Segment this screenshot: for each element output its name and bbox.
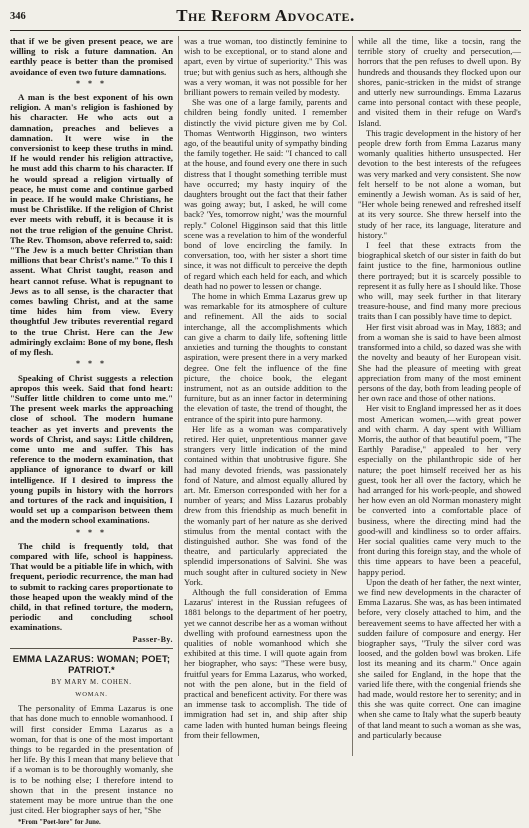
paragraph: Upon the death of her father, the next winter, we find new developments in the character of Emma Lazarus. She was, as has been intimated before, very closely attached to him, and the bereavement seems to have affected her with a sudden failure of composure and energy. Her biographer says, "Truly the silver cord was loosed, and the golden bowl was broken. Life lost its meaning and its charm." Once again she sailed for England, in the hope that the varied life there, with the congenial friends she had made, would restore her to serenity; and in this she was quite correct. One can imagine when she came to Italy what the superb beauty of that land meant to such a woman as she was, and particularly because: [358, 576, 522, 740]
paragraph: I feel that these extracts from the biographical sketch of our sister in faith do but faint justice to the fine, harmonious outline there portrayed; but it is scarcely possible to represent it as fully here as I should like. Those who will, may seek further in that literary treasure-house, and find many more precious traits than I can possibly have time to depict.: [358, 240, 521, 322]
article-columns: [10, 36, 522, 827]
paragraph: A man is the best exponent of his own religion. A man's religion is fashioned by his character. He who acts out a damnation, preaches and believes a damnation. It were wise in the conversionist to keep these truths in mind. If he would render his religion attractive, he must add this charm to his character. If he would spread a religion virtually of peace, he must come and continue garbed in peace. If he would make Christians, he must be Christlike. If the religion of Christ ever meets with rebuff, it is because it is not the true religion of the genuine Christ. The Rev. Thomson, above referred to, said: "The Jew is a much better Christian than millions that bear Christ's name." To this I assent. What Christ taught, reason and heart cannot refuse. What is repugnant to Jews as to all sense, is the character that comes bawling Christ, and at the same time hides him from view. Every thoughtful Jew tributes reverential regard to the true Christ. Here can the Jew admiringly exclaim: Bone of my bone, flesh of my flesh.: [10, 92, 173, 358]
section-heading: WOMAN.: [75, 690, 108, 698]
section-separator: * * *: [76, 527, 107, 537]
section-separator: * * *: [76, 359, 107, 369]
column-middle: [179, 36, 353, 756]
signature: Passer-By.: [132, 634, 173, 644]
paragraph: The child is frequently told, that compared with life, school is happiness. That would be a pitiable life in which, with frequent, periodic recurrence, the man had to submit to racking cares proportionate to those heaped upon the weakly mind of the child, in that refined torture, the modern, periodic and concluding school examinations.: [10, 540, 173, 633]
masthead-title: The Reform Advocate.: [176, 6, 355, 25]
divider: [10, 648, 173, 649]
paragraph: She was one of a large family, parents and children being fondly united. I remember distinctly the vivid picture given me by Col. Thomas Wentworth Higginson, two winters ago, of the beautiful unity of sympathy binding the family together. He said: "I chanced to call at the house, and found every one there in such distress that I thought something terrible must have occurred; my hasty inquiry of the daughters brought out the fact that their father was going away; but, I asked, he will come back? 'Yes, tomorrow night,' was the mournful reply." Colonel Higginson said that this little scene was a revelation to him of the wonderful bond of love encircling the family. In conversation, too, with her sister a short time since, it was not difficult to perceive the depth of regard which each held for each, and which death had no power to lessen or change.: [184, 97, 347, 291]
paragraph: Speaking of Christ suggests a relection apropos this week. Said that fond heart: "Suffer little children to come unto me." The present week marks the approaching close of school. The modern humane teacher as yet inverts and prevents the words of Christ, and says: Little children, come unto me and suffer. This has reference to the modern examination, that appliance of ignorance to dwarf or kill intelligence. If I desired to impress the young pupils in history with the horrors and tortures of the rack and inquisition, I would set up a comparison between them and the modern school examinations.: [10, 372, 173, 526]
paragraph: Her life as a woman was comparatively retired. Her quiet, unpretentious manner gave strangers very little indication of the mind contained within that unobtrusive figure. She had many devoted friends, was passionately fond of Nature, and almost equally allured by art. Mr. Emerson corresponded with her for a number of years; and Miss Lazarus probably drew from this friendship as much benefit in the womanly part of her nature as she derived stimulus from the mental contact with the distinguished author. She was fond of the theatre, and particularly appreciated the splendid impersonations of Salvini. She was much sought after in cultured society in New York.: [184, 423, 347, 587]
paragraph: while all the time, like a tocsin, rang the terrible story of cruelty and persecution,—horrors that the pen refuses to dwell upon. By hundreds and thousands they flocked upon our shores, panic-stricken in the midst of strange and utterly new surroundings. Emma Lazarus came into personal contact with these people, and visited them in their refuge on Ward's Island.: [358, 36, 521, 128]
paragraph: Her visit to England impressed her as it does most American women,—with great power and with charm. A day spent with William Morris, the author of that beautiful poem, "The Earthly Paradise," appealed to her very especially on the philanthropic side of her nature; the poet himself received her as his guest, took her all over the factory, which he had arranged for his work-people, and showed her how even an old Norman monastery might be converted into a comfortable place of business, where the directing mind had the good-will and kindliness so to order affairs. Her social qualities came very much to the front during this foreign stay, and the whole of this time appears to have been a peaceful, happy period.: [358, 403, 521, 577]
page-header: [10, 4, 521, 31]
paragraph: that if we be given present peace, we are willing to risk a future damnation. An earthly peace is better than the promised avoidance of even two future damnations.: [10, 36, 173, 77]
byline: BY MARY M. COHEN.: [51, 678, 132, 686]
section-separator: * * *: [76, 78, 107, 88]
paragraph: The personality of Emma Lazarus is one that has done much to ennoble womanhood. I will first consider Emma Lazarus as a woman, for that is one of the most important things to be regarded in the presentation of her life. By this I mean that many believe that if a woman is to be thoroughly womanly, she is to be nothing else; I therefore intend to shown that in the present instance no statement may be more untrue than the one just cited. Her biographer says of her, "She: [10, 703, 173, 816]
paragraph: The home in which Emma Lazarus grew up was remarkable for its atmosphere of culture and refinement. All the aids to social interchange, all the accomplishments which can give a charm to daily life, softening little anxieties and turning the thoughts to constant aspiration, were present there in a very marked degree. One felt the influence of the fine picture, the choice book, the elegant instrument, not as an outside addition to the furniture, but as an inner factor in determining the elevation of taste, the trend of thought, the entrance of the spirit into pure harmony.: [184, 291, 347, 424]
article-title: EMMA LAZARUS: WOMAN; POET; PATRIOT.*: [12, 652, 171, 676]
paragraph: Although the full consideration of Emma Lazarus' interest in the Russian refugees of 1881 belongs to the department of her poetry, yet we cannot describe her as a woman without dwelling with profound earnestness upon the qualities of noble womanhood which she exhibited at this time. I will quote again from her biographer, who says: "These were busy, fruitful years for Emma Lazarus, who worked, not with the pen alone, but in the field of practical and beneficent activity. For there was an immense task to accomplish. The tide of immigration had set in, and ship after ship came laden with hunted human beings fleeing from their fellowmen,: [184, 586, 347, 740]
paragraph: was a true woman, too distinctly feminine to wish to be exceptional, or to stand alone and apart, even by virtue of superiority." This was true; but with genius such as hers, although she was a very woman, it was not possible for her brilliant powers to remain veiled by modesty.: [184, 36, 347, 98]
paragraph: This tragic development in the history of her people drew forth from Emma Lazarus many womanly qualities hitherto unsuspected. Her devotion to the best interests of the refugees was very marked and very consistent. She now felt herself to be not alone a woman, but eminently a Jewish woman. As is said of her, "Her whole being renewed and refreshed itself at its very source. She threw herself into the study of her race, its language, literature and history.": [358, 127, 521, 240]
footnote: *From "Poet-lore" for June.: [18, 819, 101, 827]
page-number: 346: [10, 11, 26, 22]
column-right: [353, 36, 521, 756]
column-left: [10, 36, 179, 827]
paragraph: Her first visit abroad was in May, 1883; and from a woman she is said to have been almost transformed into a child, so dazed was she with the novelty and beauty of her European visit. She had the pleasure of meeting with great appreciation from many of the most eminent persons of the day, both from leading people of her own race and those of other nations.: [358, 321, 522, 404]
